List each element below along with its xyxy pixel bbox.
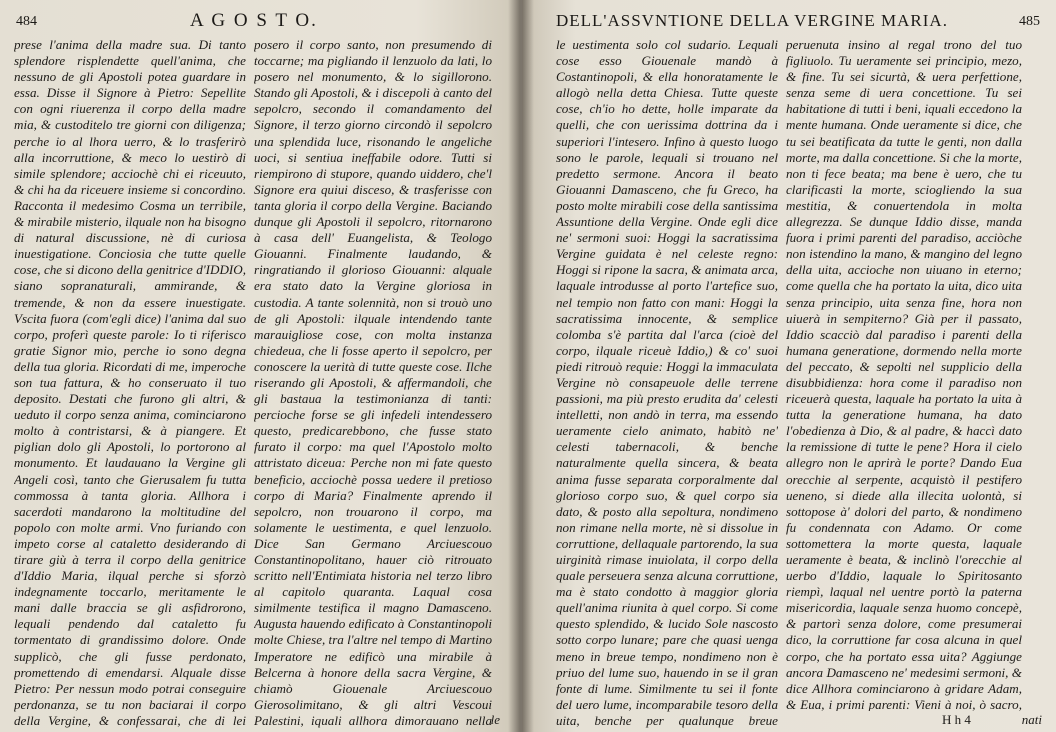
- right-column-1-text: le uestimenta solo col sudario. Lequali cose esso Giouenale mandò à Costantinopoli, & ella honoratamente le allogò nella detta Chiesa. Tutte queste cose, ch'io ho dette, holle imparate da quelli, che con uerissima dottrina da i superiori l'intesero. Infino à questo luogo sono le parole, lequali si trouano nel predetto sermone. Ancora il beato Giouanni Damasceno, che fu Greco, ha posto molte mirabili cose della santissima Assuntione della Vergine. Onde egli dice ne' sermoni suoi: Hoggi la sacratissima Vergine guidata è nel celeste regno: Hoggi si ripone la sacra, & animata arca, laquale introdusse al porto l'artefice suo, nel tempio non fatto con mani: Hoggi la sacratissima innocente, & semplice colomba s'è partita dal l'arca (cioè del corpo, ilquale riceuè Iddio,) & co' suoi piedi ritrouò requie: Hoggi la immaculata Vergine nò consapeuole delle terrene passioni, ma più presto erudita da' celesti intelletti, non andò in terra, ma essendo ueramente cielo animato, habitò ne' celesti tabernacoli, & benche naturalmente quella sincera, & beata anima fusse separata corporalmente dal glorioso corpo suo, & quel corpo sia dato, & posto alla sepoltura, nondimeno non rimane nella morte, nè si dissolue in corruttione, dellaquale partorendo, la sua uirginità rimase inuiolata, il corpo della quale perseuera senza alcuna corruttione, ma è stato condotto à maggior gloria quell'anima riunita à quel corpo. Si come questo splendido, & lucido Sole nascosto sotto corpo lunare; pare che quasi uenga meno in breue tempo, nondimeno non è priuo del lume suo, hauendo in se il gran fonte di lume. Similmente tu sei il fonte del uero lume, incomparabile tesoro della uita, benche per qualunque breue: [556, 37, 778, 728]
- catchword-right: nati: [1021, 712, 1042, 727]
- right-column-2: [786, 37, 1022, 711]
- left-column-1: [14, 37, 246, 730]
- running-head-right: DELL'ASSVNTIONE DELLA VERGINE MARIA.: [556, 11, 948, 30]
- right-page: [522, 0, 1056, 732]
- left-page: [0, 0, 520, 732]
- left-column-2-text: posero il corpo santo, non presumendo di toccarne; ma pigliando il lenzuolo da lati, lo posero nel monumento, & lo sigillorono. Stando gli Apostoli, & i discepoli à canto del sepolcro, secondo il comandamento del Signore, il terzo giorno circondò il sepolcro una splendida luce, risonando le angeliche uoci, si sentiua ineffabile odore. Tutti si riempirono di stupore, quando uiddero, che'l Signore era quiui disceso, & trasferisse con tanta gloria il corpo della Vergine. Baciando dunque gli Apostoli il sepolcro, ritornarono à casa dell' Euangelista, & Teologo Giouanni. Finalmente laudando, & ringratiando il glorioso Giouanni: alquale era stato dato la Vergine gloriosa in custodia. A tante solennità, non si trouò uno de gli Apostoli: ilquale intendendo tante marauigliose cose, con molta instanza chiedeua, che li fosse aperto il sepolcro, per conoscere la uerità di tutte queste cose. Ilche riserando gli Apostoli, & affermandoli, che gli bastaua la testimonianza di tanti: percioche forse se gli infedeli intendessero questo, predicarebbono, che fusse stato furato il corpo: ma quel l'Apostolo molto attristato diceua: Perche non mi fate questo beneficio, acciochè possa uedere il pretioso corpo di Maria? Finalmente aprendo il sepolcro, non trouarono il corpo, ma solamente le uestimenta, e quel lenzuolo. Dice San Germano Arciuescouo Constantinopolitano, hauer ciò ritrouato scritto nell'Entimiata historia nel terzo libro al capitolo quaranta. Laqual cosa similmente testifica il magno Damasceno. Augusta hauendo edificato à Constantinopoli molte Chiese, tra l'altre nel tempo di Martino Imperatore ne edificò una mirabile à Belcerna à honore della sacra Vergine, & chiamò Giouenale Arciuescouo Gierosolimitano, & gli altri Vescoui Palestini, iquali allhora dimorauano nella: [254, 37, 492, 728]
- book-gutter: [508, 0, 534, 732]
- signature-mark: [942, 712, 971, 728]
- left-column-1-text: prese l'anima della madre sua. Di tanto splendore risplendette quell'anima, che nessuno de gli Apostoli potea guardare in essa. Disse il Signore à Pietro: Sepellite con ogni riuerenza il corpo della madre mia, & custoditelo tre giorni con diligenza; perche io al lhora uerro, & lo trasferirò alla incorruttione, & meco lo uestirò di simile splendore; acciochè chi ei riceuuto, & chi ha da riceuere insieme si concordino. Racconta il medesimo Cosma un terribile, & mirabile misterio, ilquale non ha bisogno di natural discussione, nè di curiosa inuestigatione. Conciosia che tutte quelle cose, che si dicono della genitrice d'IDDIO, siano sopranaturali, ammirande, & tremende, & non da essere inuestigate. Vscita fuora (com'egli dice) l'anima dal suo corpo, proferì queste parole: Io ti riferisco gratie Signor mio, perche io sono degna della tua gloria. Ricordati di me, imperoche son tua fattura, & ho conseruato il tuo deposito. Destati che furono gli altri, & ueduto il corpo senza anima, cominciarono molto à contristarsi, & à piangere. Et piglian dolo gli Apostoli, lo portorono al monumento. Et laudauano la Vergine gli Angeli così, tanto che Gierusalem fu tutta commossa à tanta gloria. Allhora i sacerdoti mandarono la moltitudine del popolo con molte armi. Vno furiando con impeto corse al cataletto desiderando di tirare giù à terra il corpo della genitrice d'Iddio Maria, ilqual perche si sforzò indegnamente toccarlo, meritamente le mani dalle braccia se gli asfidrorono, lequali pendendo dal cataletto fu tormentato di grandissimo dolore. Onde supplicò, che gli fusse perdonato, promettendo di emendarsi. Alquale disse Pietro: Per nessun modo potrai conseguire perdonanza, se tu non baciarai il corpo della Vergine, & confessarai, che di lei: [14, 37, 246, 728]
- catchword-left: le: [490, 712, 500, 727]
- right-column-2-text: peruenuta insino al regal trono del tuo figliuolo. Tu ueramente sei principio, mezo, & fine. Tu sei sicurtà, & uera perfettione, senza seme di uera concettione. Tu sei habitatione di tutti i beni, iquali eccedono la mente humana. Onde ueramente si dice, che tu sei beatificata da tutte le genti, non dalla morte, ma dalla concettione. Si che la morte, non ti fece beata; ma bene è uero, che tu clarificasti la morte, sciogliendo la sua mestitia, & conuertendola in molta allegrezza. Se dunque Iddio disse, manda fuora i primi parenti del paradiso, acciòche non istendino la mano, & mangino del legno della uita, accioche non uiuano in eterno; come quella che ha portato la uita, dico uita senza principio, uita senza fine, hora non uiuerà in sempiterno? Già per il passato, Iddio scacciò dal paradiso i parenti della humana generatione, dormendo nella morte del peccato, & sepolti nel supplicio della disubbidienza: hora come il paradiso non riceuerà questa, laquale ha portato la uita à tutta la generatione humana, ha dato l'obedienza à Dio, & al padre, & haccì dato la remissione di tutte le pene? Hora il cielo allegro non le aprirà le porte? Dando Eua orecchie al serpente, acquistò il pestifero ueneno, si diede alla illecita uolontà, si sottopose à' dolori del parto, & nondimeno fu condennata con Adamo. Or come sottomettera la morte questa, laquale ueramente è beata, & inclinò l'orecchie al uerbo d'Iddio, laquale lo Spiritosanto riempì, laqual nel uentre portò la paterna misericordia, laquale senza huomo concepè, & partorì senza dolore, come presumerai dico, la corruttione far cosa alcuna in quel corpo, che ha portato essa uita? Aggiunge ancora Damasceno ne' medesimi sermoni, & dice Allhora cominciarono à gridare Adam, & Eua, i primi parenti: Vieni à noi, ò sacro,: [786, 37, 1022, 711]
- signature-number: 4: [964, 712, 971, 727]
- page-number-right: 485: [1019, 14, 1040, 29]
- page-number-left: 484: [16, 14, 37, 29]
- running-head-left: A G O S T O.: [190, 10, 318, 31]
- right-column-1: [556, 37, 778, 730]
- left-column-2: [254, 37, 492, 730]
- signature-letters: H h: [942, 712, 962, 727]
